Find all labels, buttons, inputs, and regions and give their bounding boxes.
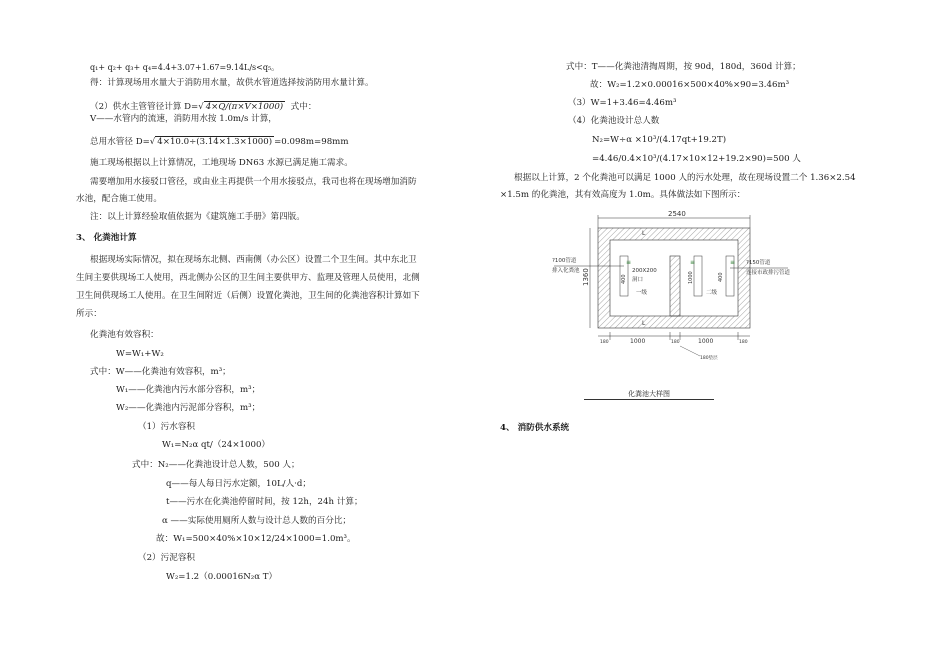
dim-wall-1: 180 <box>600 340 609 345</box>
paragraph-line-4: 所示： <box>76 309 102 319</box>
sqrt-icon: √ <box>198 102 204 112</box>
label-v-1000: 1000 <box>688 271 694 284</box>
label-outlet-b: 连接市政排污管道 <box>746 270 790 276</box>
formula-total-diameter: 4×10.0÷(3.14×1.3×1000) <box>157 137 273 147</box>
formula-sludge-volume: W₂=1.2（0.00016N₂α T） <box>166 572 278 582</box>
text-def-cleaning-period: 式中：T——化粪池清掏周期，按 90d，180d，360d 计算； <box>566 62 801 72</box>
text-def-t: t——污水在化粪池停留时间，按 12h，24h 计算； <box>166 497 363 507</box>
dim-wall-3: 180 <box>739 340 748 345</box>
text-def-w: 式中：W——化粪池有效容积，m³； <box>90 367 231 377</box>
subheading-sludge-volume: （2）污泥容积 <box>138 553 196 563</box>
paragraph-line-3: 卫生间供现场工人使用。在卫生间附近（后侧）设置化粪池，卫生间的化粪池容积计算如下 <box>76 291 420 301</box>
label-v-400b: 400 <box>718 272 724 282</box>
text-add-connection-cont: 水池，配合施工使用。 <box>76 194 162 204</box>
subheading-design-people: （4）化粪池设计总人数 <box>568 116 660 126</box>
text-effective-volume: 化粪池有效容积： <box>90 330 159 340</box>
label-v-400a: 400 <box>621 274 627 284</box>
text-def-n: 式中：N₂——化粪池设计总人数，500 人； <box>132 460 300 470</box>
label-l-bottom: L <box>642 320 646 327</box>
label-stage-1: 一级 <box>636 290 648 296</box>
level-marker-icon: ≡ <box>626 259 632 266</box>
text-velocity: V——水管内的流速，消防用水按 1.0m/s 计算， <box>90 114 277 124</box>
dim-height: 1360 <box>582 268 590 286</box>
text-def-alpha: α ——实际使用厕所人数与设计总人数的百分比； <box>162 516 352 526</box>
section-heading-septic: 3、 化粪池计算 <box>76 233 137 243</box>
dim-chamber-2: 1000 <box>698 338 714 345</box>
text-def-w1: W₁——化粪池内污水部分容积，m³； <box>116 385 261 395</box>
label-stage-2: 二级 <box>706 290 718 296</box>
subheading-sewage-volume: （1）污水容积 <box>138 422 196 432</box>
formula-design-people: N₂=W÷α ×10³/(4.17qt+19.2T) <box>592 135 727 145</box>
text-site-source: 施工现场根据以上计算情况，工地现场 DN63 水源已满足施工需求。 <box>90 158 353 168</box>
text-def-w2: W₂——化粪池内污泥部分容积，m³； <box>116 403 261 413</box>
formula-design-people-result: =4.46/0.4×10³/(4.17×10×12+19.2×90)=500 人 <box>592 154 801 164</box>
caption-underline <box>584 399 714 400</box>
section-heading-fire-water: 4、 消防供水系统 <box>500 423 570 433</box>
formula-flow-sum: q₁+ q₂+ q₃+ q₄=4.4+3.07+1.67=9.14L/s<q₅。 <box>90 63 280 72</box>
label-base: 180垫层 <box>700 356 718 361</box>
label-inlet-b: 排入化粪池 <box>552 268 580 274</box>
level-marker-icon: ≡ <box>730 259 736 266</box>
text-total-diameter-result: =0.098m=98mm <box>274 137 349 147</box>
septic-tank-drawing <box>550 206 790 376</box>
text-where: 式中： <box>290 102 317 112</box>
text-flow-conclusion: 得：计算现场用水量大于消防用水量，故供水管道选择按消防用水量计算。 <box>90 78 374 88</box>
label-hole: 洞口 <box>632 277 644 283</box>
baffle-2 <box>694 256 702 296</box>
formula-total-volume: W=W₁+W₂ <box>116 349 164 359</box>
dim-wall-2: 180 <box>671 340 680 345</box>
label-hole-size: 200X200 <box>632 268 657 274</box>
formula-pipe-diameter: 4×Q/(π×V×1000) <box>205 102 284 112</box>
label-l-top: L <box>642 230 646 237</box>
formula-total-result: （3）W=1+3.46=4.46m³ <box>568 98 677 108</box>
formula-sewage-volume: W₁=N₂α qt/（24×1000） <box>162 440 271 450</box>
sqrt-icon: √ <box>149 137 156 147</box>
level-marker-icon: ≡ <box>690 259 696 266</box>
paragraph-conclusion-2: ×1.5m 的化粪池，其有效高度为 1.0m。具体做法如下图所示： <box>500 190 746 200</box>
formula-sewage-result: 故：W₁=500×40%×10×12/24×1000=1.0m³。 <box>156 534 356 544</box>
label-inlet-a: ?100管道 <box>552 258 577 264</box>
dim-chamber-1: 1000 <box>630 338 646 345</box>
formula-sludge-result: 故：W₂=1.2×0.00016×500×40%×90=3.46m³ <box>590 80 790 90</box>
text-total-diameter-label: 总用水管径 D= <box>90 137 150 147</box>
text-def-q: q——每人每日污水定额，10L/人·d； <box>166 479 311 489</box>
paragraph-line-1: 根据现场实际情况，拟在现场东北侧、西南侧（办公区）设置二个卫生间。其中东北卫 <box>90 255 417 265</box>
text-pipe-diameter-label: （2）供水主管管径计算 D= <box>90 102 199 112</box>
text-total-diameter <box>90 136 348 148</box>
tank-partition-wall <box>670 256 680 316</box>
dim-total: 2540 <box>668 210 686 218</box>
text-pipe-diameter-formula <box>90 101 316 113</box>
paragraph-line-2: 生间主要供现场工人使用，西北侧办公区的卫生间主要供甲方、监理及管理人员使用，北侧 <box>76 273 420 283</box>
label-outlet-a: ?150管道 <box>746 260 771 266</box>
figure-caption: 化粪池大样图 <box>628 390 670 398</box>
text-add-connection: 需要增加用水接驳口管径，或由业主再提供一个用水接驳点，我司也将在现场增加消防 <box>90 177 417 187</box>
text-note: 注：以上计算经验取值依据为《建筑施工手册》第四版。 <box>90 212 305 222</box>
paragraph-conclusion-1: 根据以上计算，2 个化粪池可以满足 1000 人的污水处理，故在现场设置二个 1.36×2.54 <box>514 173 856 183</box>
